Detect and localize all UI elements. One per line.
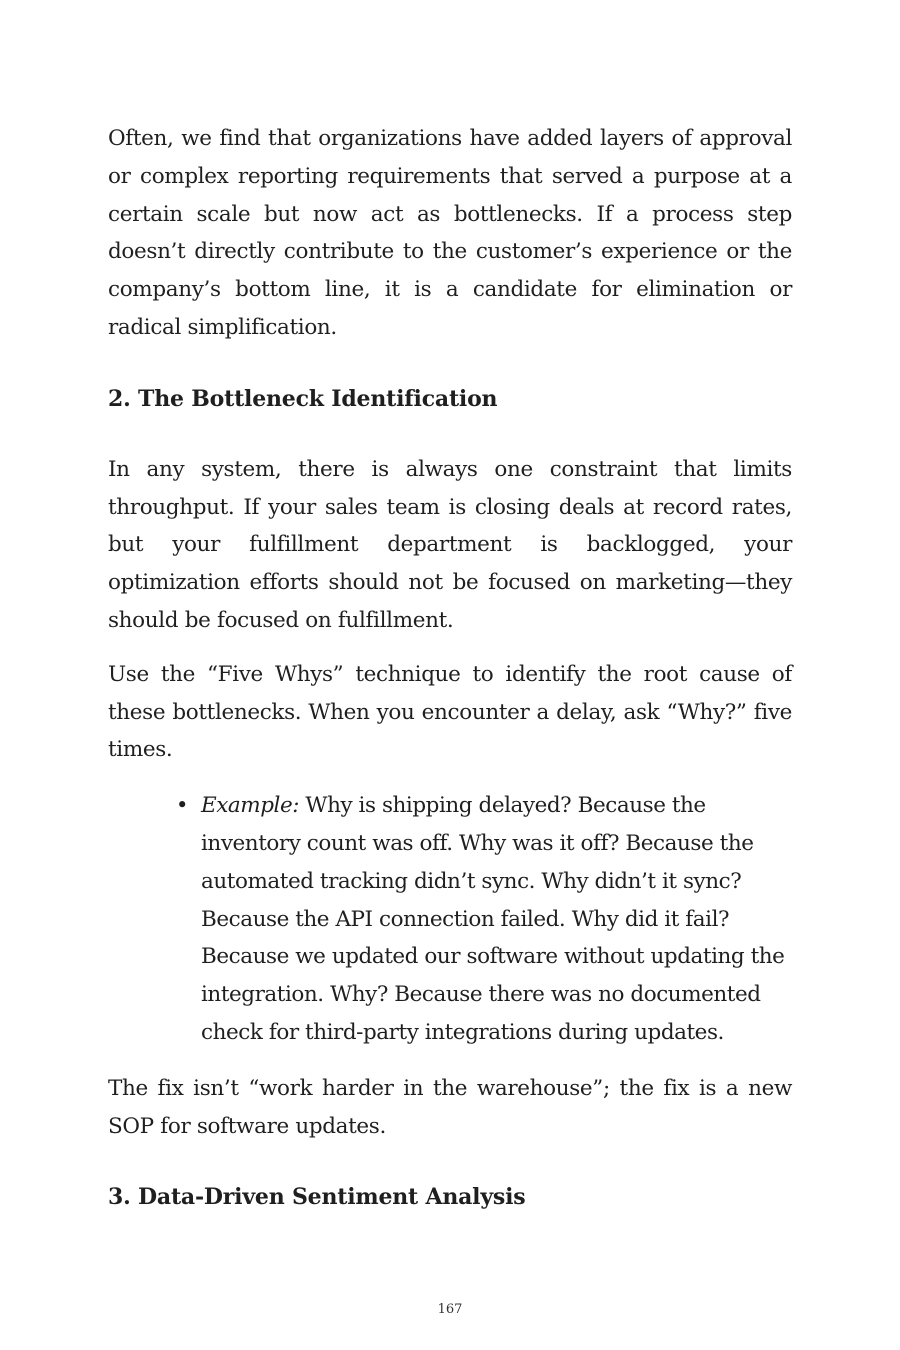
bullet-example-body: Why is shipping delayed? Because the inventory count was off. Why was it off? Because the automated tracking didn’t sync. Why didn’t it sync? Because the API connection failed. Why did it fail? Because we updated our software without updating the integration. Why? Because there was no documented check for third-party integrations during updates. [201, 793, 785, 1045]
heading-sentiment-analysis: 3. Data-Driven Sentiment Analysis [108, 1184, 526, 1211]
bullet-example-label: Example: [201, 793, 300, 819]
page-number: 167 [437, 1302, 463, 1317]
bullet-icon: • [176, 793, 189, 818]
paragraph-fix: The fix isn’t “work harder in the warehouse”; the fix is a new SOP for software updates. [108, 1075, 792, 1139]
paragraph-approval-layers: Often, we find that organizations have added layers of approval or complex reporting requirements that served a purpose at a certain scale but now act as bottlenecks. If a process step doesn’t directly contribute to the customer’s experience or the company’s bottom line, it is a candidate for elimination or radical simplification. [108, 126, 792, 340]
page-body [108, 120, 792, 1213]
bullet-list-item [108, 787, 792, 1052]
heading-bottleneck-identification: 2. The Bottleneck Identification [108, 385, 498, 412]
paragraph-five-whys: Use the “Five Whys” technique to identify the root cause of these bottlenecks. When you encounter a delay, ask “Why?” five times. [108, 661, 792, 763]
paragraph-system-constraint: In any system, there is always one constraint that limits throughput. If your sales team is closing deals at record rates, but your fulfillment department is backlogged, your optimization efforts should not be focused on marketing—they should be focused on fulfillment. [108, 456, 792, 633]
bullet-example-text [201, 787, 792, 1052]
